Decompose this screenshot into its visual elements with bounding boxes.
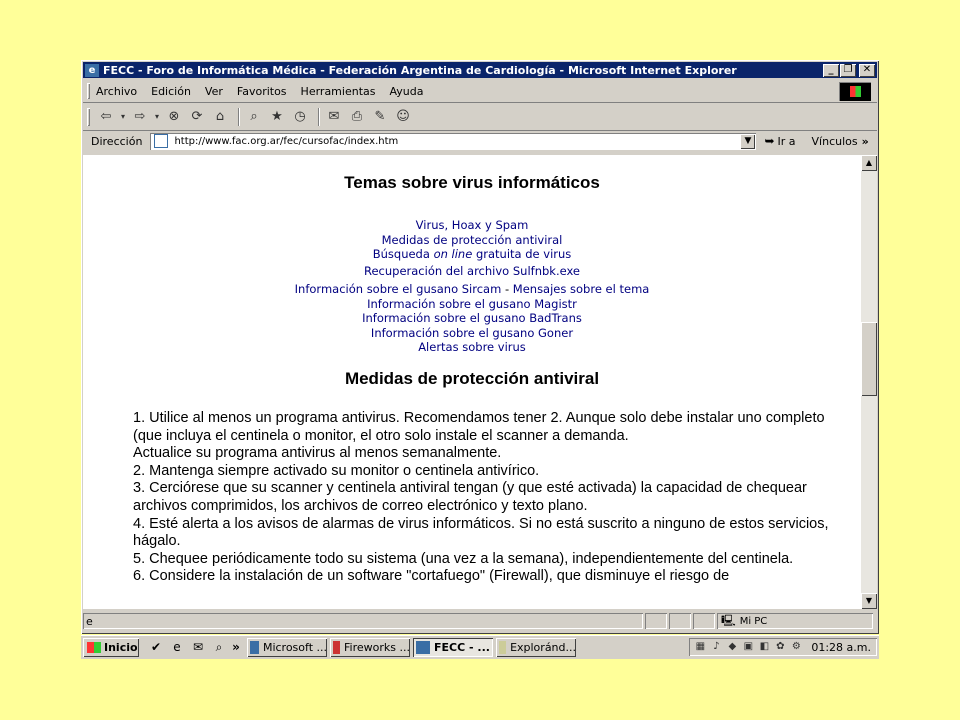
- address-label: Dirección: [91, 134, 143, 148]
- taskbar: [81, 635, 879, 659]
- link-busqueda-part-b[interactable]: on line: [433, 247, 473, 261]
- browser-window: [81, 60, 879, 634]
- task-explorando[interactable]: [496, 638, 576, 657]
- favorites-icon[interactable]: ★: [271, 109, 283, 124]
- menu-favoritos[interactable]: Favoritos: [236, 84, 287, 98]
- protection-text: [133, 410, 843, 586]
- task-microsoft[interactable]: [247, 638, 327, 657]
- paragraph: 5. Chequee periódicamente todo su sistema (una vez a la semana), independientemente del centinela.: [133, 550, 794, 567]
- link-busqueda-online[interactable]: [83, 247, 861, 262]
- start-label: Inicio: [104, 640, 138, 654]
- link-busqueda-part-a[interactable]: Búsqueda: [372, 247, 434, 261]
- window-title: FECC - Foro de Informática Médica - Federación Argentina de Cardiología - Microsoft Internet Explorer: [103, 63, 737, 77]
- mail-icon[interactable]: ✉: [328, 109, 340, 124]
- system-tray: [689, 638, 877, 656]
- more-chevron-icon[interactable]: »: [232, 640, 240, 654]
- toolbar-separator: [238, 108, 239, 126]
- title-bar[interactable]: [83, 62, 877, 78]
- status-pane: [669, 613, 691, 629]
- outlook-icon[interactable]: ✉: [192, 640, 204, 654]
- link-alertas[interactable]: Alertas sobre virus: [418, 340, 526, 354]
- menu-herramientas[interactable]: Herramientas: [300, 84, 376, 98]
- go-button[interactable]: [764, 134, 795, 148]
- windows-flag-icon: [87, 642, 101, 653]
- window-buttons: [822, 64, 875, 77]
- link-virus-hoax-spam[interactable]: Virus, Hoax y Spam: [415, 218, 529, 232]
- ie-icon: e: [85, 64, 99, 77]
- paragraph: 1. Utilice al menos un programa antivirus. Recomendamos tener 2. Aunque solo debe instalar uno completo (que incluya el centinela o monitor, el otro solo instale el scanner a demanda.: [133, 410, 825, 444]
- go-arrow-icon: ➥: [764, 134, 775, 148]
- computer-icon: 🖳: [721, 613, 736, 627]
- zone-label: Mi PC: [739, 615, 768, 627]
- link-badtrans[interactable]: Información sobre el gusano BadTrans: [362, 311, 582, 325]
- status-pane: [693, 613, 715, 629]
- link-sircam[interactable]: Información sobre el gusano Sircam: [294, 282, 502, 296]
- link-sircam-row: [83, 282, 861, 297]
- link-sulfnbk[interactable]: Recuperación del archivo Sulfnbk.exe: [364, 263, 580, 278]
- fireworks-icon: [333, 641, 340, 654]
- paragraph: 6. Considere la instalación de un software "cortafuego" (Firewall), que disminuye el riesgo de: [133, 568, 730, 585]
- back-dropdown-icon[interactable]: ▾: [120, 112, 125, 121]
- status-bar: [83, 612, 877, 630]
- show-desktop-icon[interactable]: ✔: [150, 640, 162, 654]
- windows-logo: [839, 82, 871, 101]
- paragraph: Actualice su programa antivirus al menos semanalmente.: [133, 445, 502, 462]
- page-icon: [154, 134, 168, 148]
- task-label: FECC - ...: [434, 640, 490, 654]
- shield-icon[interactable]: ▣: [743, 641, 754, 652]
- toolbar-grip[interactable]: [87, 108, 90, 126]
- antivirus-icon[interactable]: ◆: [728, 641, 737, 652]
- task-label: Exploránd...: [510, 640, 576, 654]
- stop-icon[interactable]: ⊗: [168, 109, 180, 124]
- toolbar-separator: [318, 108, 319, 126]
- address-input[interactable]: [150, 133, 756, 150]
- paragraph: 4. Esté alerta a los avisos de alarmas de virus informáticos. Si no está suscrito a ninguno de estos servicios, hágalo.: [133, 515, 829, 550]
- page-content: [83, 155, 861, 609]
- tray-app-icon[interactable]: ⚙: [791, 641, 801, 652]
- scroll-thumb[interactable]: [861, 322, 877, 396]
- address-bar: [83, 130, 877, 152]
- paragraph: 3. Cerciórese que su scanner y centinela antiviral tengan (y que esté activada) la capacidad de chequear archivos comprimidos, los archivos de correo electrónico y texto plano.: [133, 480, 807, 514]
- minimize-button[interactable]: _: [823, 64, 839, 77]
- address-url[interactable]: http://www.fac.org.ar/fec/cursofac/index.htm: [174, 135, 399, 147]
- links-chevron-icon[interactable]: »: [861, 134, 869, 148]
- status-main: [83, 613, 643, 629]
- link-goner[interactable]: Información sobre el gusano Goner: [370, 325, 574, 340]
- ie-quicklaunch-icon[interactable]: e: [173, 640, 181, 654]
- menu-ayuda[interactable]: Ayuda: [389, 84, 424, 98]
- forward-dropdown-icon[interactable]: ▾: [154, 112, 159, 121]
- topic-links: [83, 218, 861, 355]
- powerpoint-icon: [250, 641, 259, 654]
- link-magistr[interactable]: Información sobre el gusano Magistr: [367, 296, 577, 311]
- ie-task-icon: [416, 641, 430, 654]
- forward-icon[interactable]: ⇨: [134, 109, 146, 124]
- refresh-icon[interactable]: ⟳: [191, 109, 203, 124]
- section-heading: Medidas de protección antiviral: [344, 369, 600, 388]
- task-label: Microsoft ...: [262, 640, 327, 654]
- task-fecc[interactable]: [413, 638, 493, 657]
- scroll-up-icon[interactable]: ▲: [861, 155, 877, 171]
- menu-grip[interactable]: [87, 83, 90, 99]
- messenger-icon[interactable]: ☺: [396, 109, 410, 124]
- maximize-button[interactable]: ❐: [840, 64, 856, 77]
- display-icon[interactable]: ◧: [759, 641, 770, 652]
- edit-icon[interactable]: ✎: [374, 109, 386, 124]
- scroll-down-icon[interactable]: ▼: [861, 593, 877, 609]
- link-busqueda-part-c[interactable]: gratuita de virus: [472, 247, 572, 261]
- menu-bar: [83, 80, 877, 103]
- status-pane: [645, 613, 667, 629]
- tray-app-icon[interactable]: ✿: [776, 641, 785, 652]
- task-fireworks[interactable]: [330, 638, 410, 657]
- close-button[interactable]: ✕: [859, 64, 875, 77]
- links-button[interactable]: Vínculos: [811, 134, 858, 148]
- menu-archivo[interactable]: Archivo: [96, 84, 138, 98]
- search-icon[interactable]: ⌕: [250, 109, 258, 124]
- page-heading: Temas sobre virus informáticos: [344, 173, 600, 192]
- status-zone: [717, 613, 873, 629]
- menu-ver[interactable]: Ver: [204, 84, 223, 98]
- standard-toolbar: [83, 104, 877, 131]
- volume-icon[interactable]: ♪: [713, 641, 720, 652]
- print-icon[interactable]: ⎙: [351, 109, 363, 124]
- back-icon[interactable]: ⇦: [100, 109, 112, 124]
- task-label: Fireworks ...: [344, 640, 410, 654]
- link-mensajes-tema[interactable]: Mensajes sobre el tema: [512, 282, 650, 296]
- home-icon[interactable]: ⌂: [215, 109, 225, 124]
- explorer-task-icon: [499, 641, 506, 654]
- menu-edicion[interactable]: Edición: [151, 84, 191, 98]
- link-separator: -: [501, 282, 513, 296]
- network-icon[interactable]: ▦: [695, 641, 706, 652]
- explorer-icon[interactable]: ⌕: [215, 640, 223, 654]
- vertical-scrollbar[interactable]: [861, 155, 877, 609]
- start-button[interactable]: [83, 638, 139, 657]
- link-medidas-proteccion[interactable]: Medidas de protección antiviral: [381, 232, 563, 247]
- paragraph: 2. Mantenga siempre activado su monitor o centinela antivírico.: [133, 462, 540, 479]
- history-icon[interactable]: ◷: [294, 109, 306, 124]
- page-status-icon: e: [86, 614, 93, 628]
- go-label: Ir a: [777, 134, 796, 148]
- clock[interactable]: 01:28 a.m.: [811, 640, 871, 654]
- address-dropdown-icon[interactable]: ▼: [740, 134, 755, 149]
- quick-launch: [147, 638, 244, 656]
